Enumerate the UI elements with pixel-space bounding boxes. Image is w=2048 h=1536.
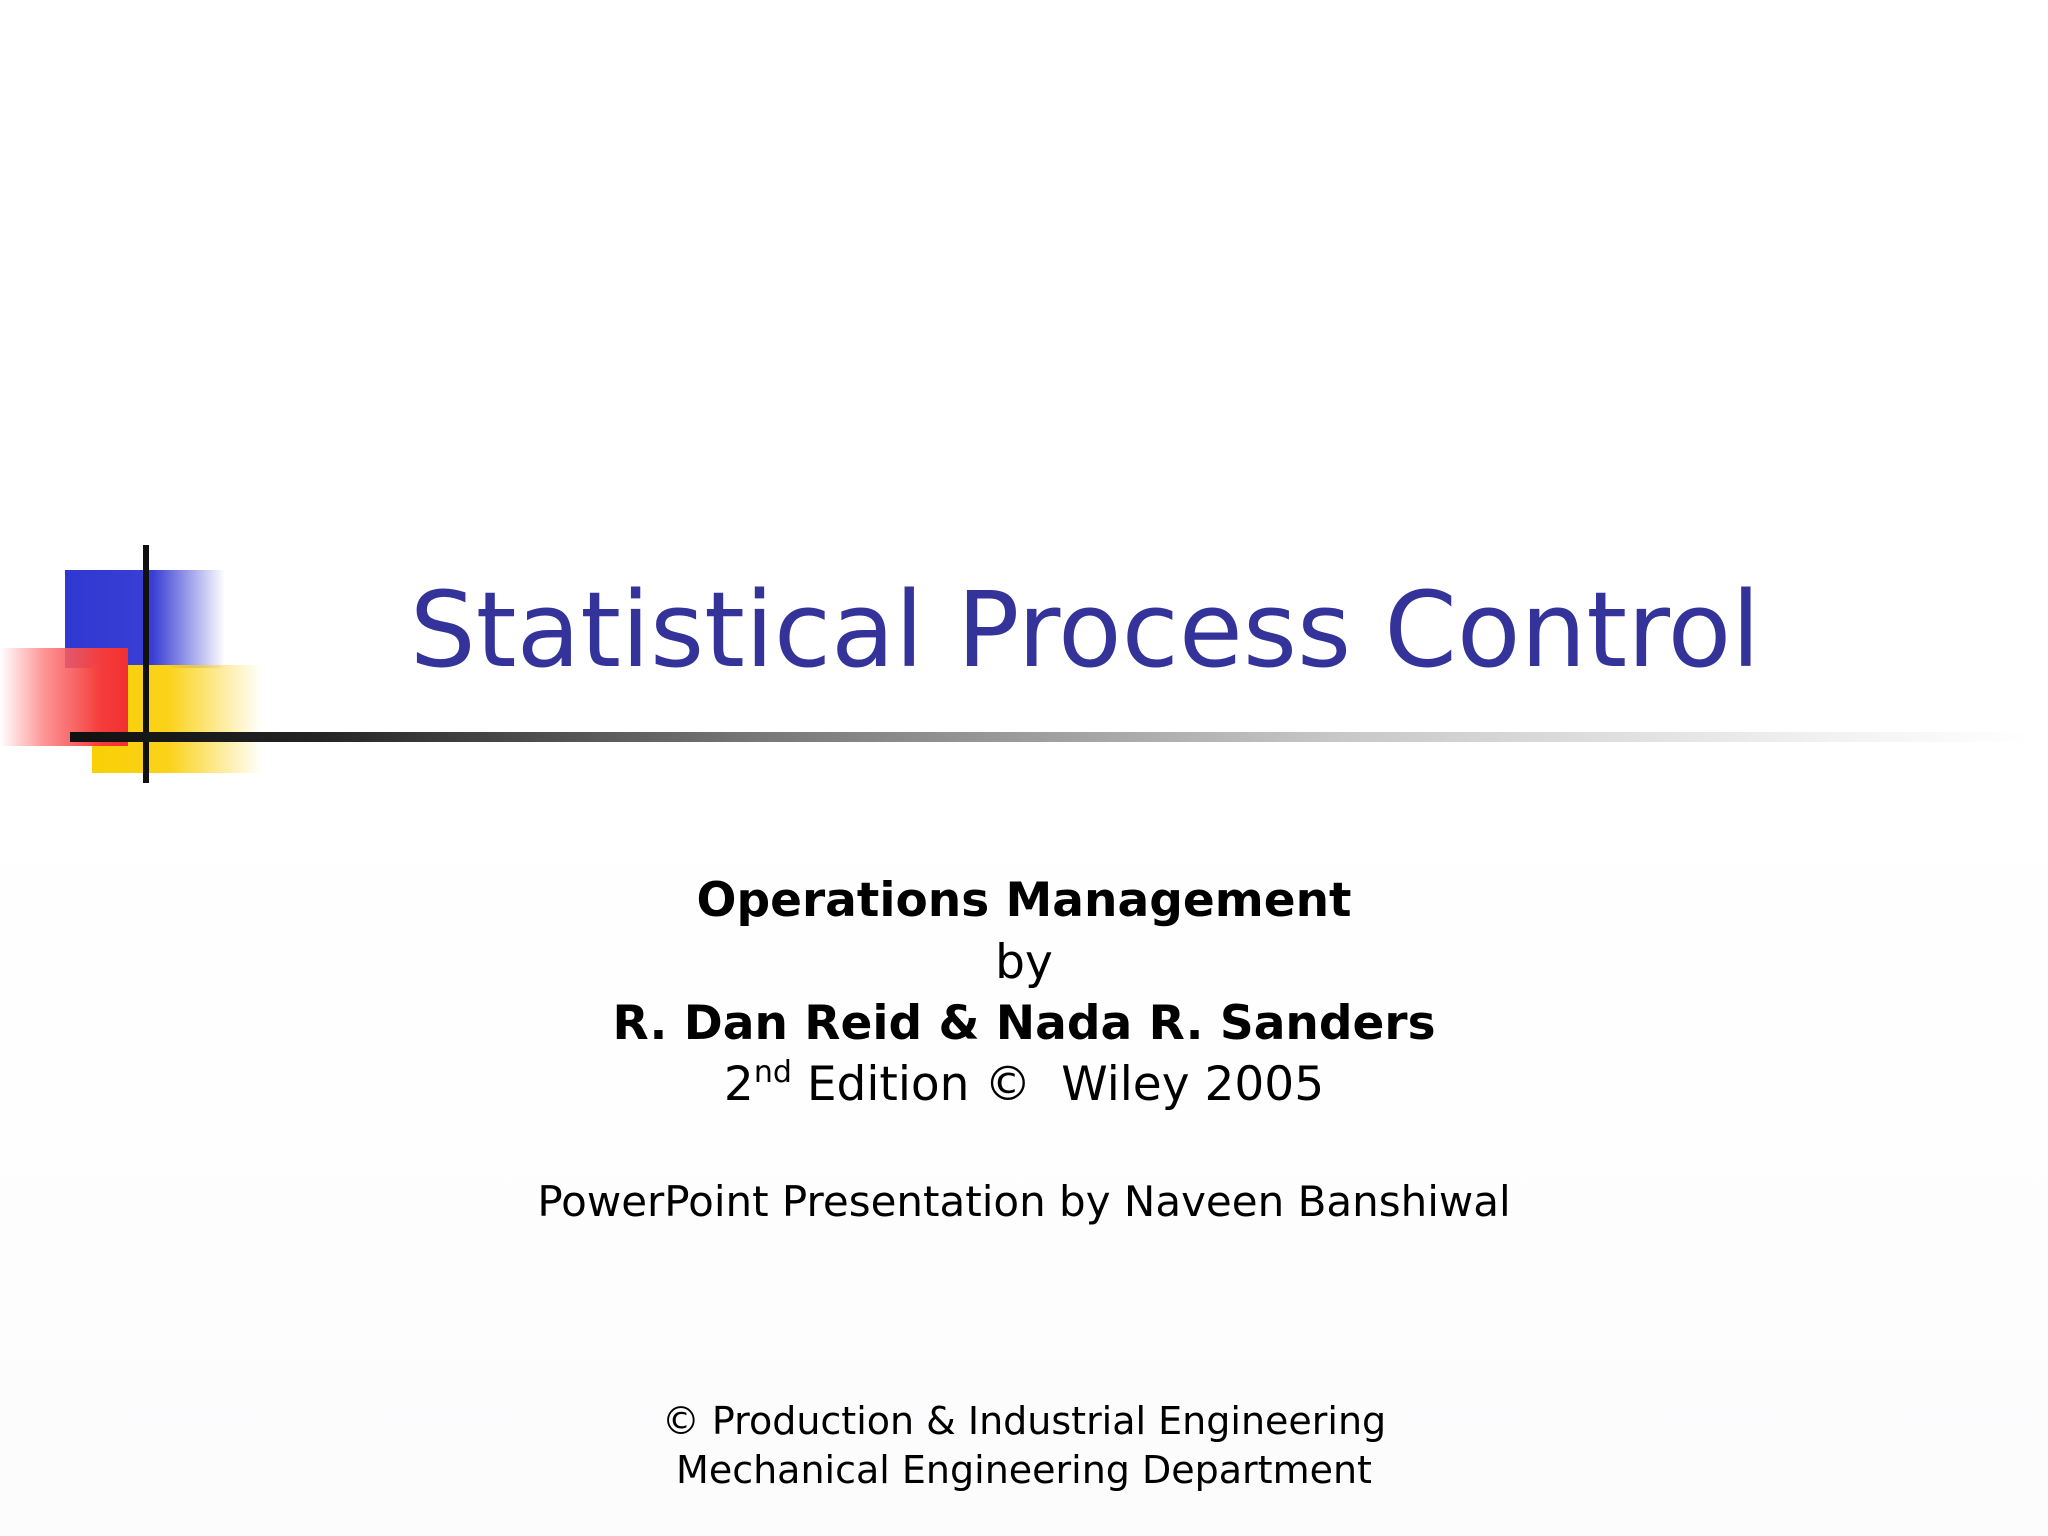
- book-title: Operations Management: [696, 873, 1352, 928]
- edition-line: [0, 1055, 2048, 1115]
- edition-number: 2: [723, 1057, 754, 1112]
- logo-vertical-line: [143, 545, 149, 783]
- edition-suffix: nd: [753, 1055, 792, 1090]
- edition-publisher: Edition © Wiley 2005: [791, 1057, 1325, 1112]
- by-text: by: [995, 935, 1053, 990]
- slide-title: Statistical Process Control: [409, 569, 1761, 691]
- department-line-1: © Production & Industrial Engineering: [661, 1399, 1387, 1443]
- presenter-credit: PowerPoint Presentation by Naveen Banshiwal: [537, 1177, 1511, 1226]
- department-line-2: Mechanical Engineering Department: [676, 1448, 1372, 1492]
- authors: R. Dan Reid & Nada R. Sanders: [612, 996, 1436, 1051]
- title-underline-rule: [70, 732, 2030, 742]
